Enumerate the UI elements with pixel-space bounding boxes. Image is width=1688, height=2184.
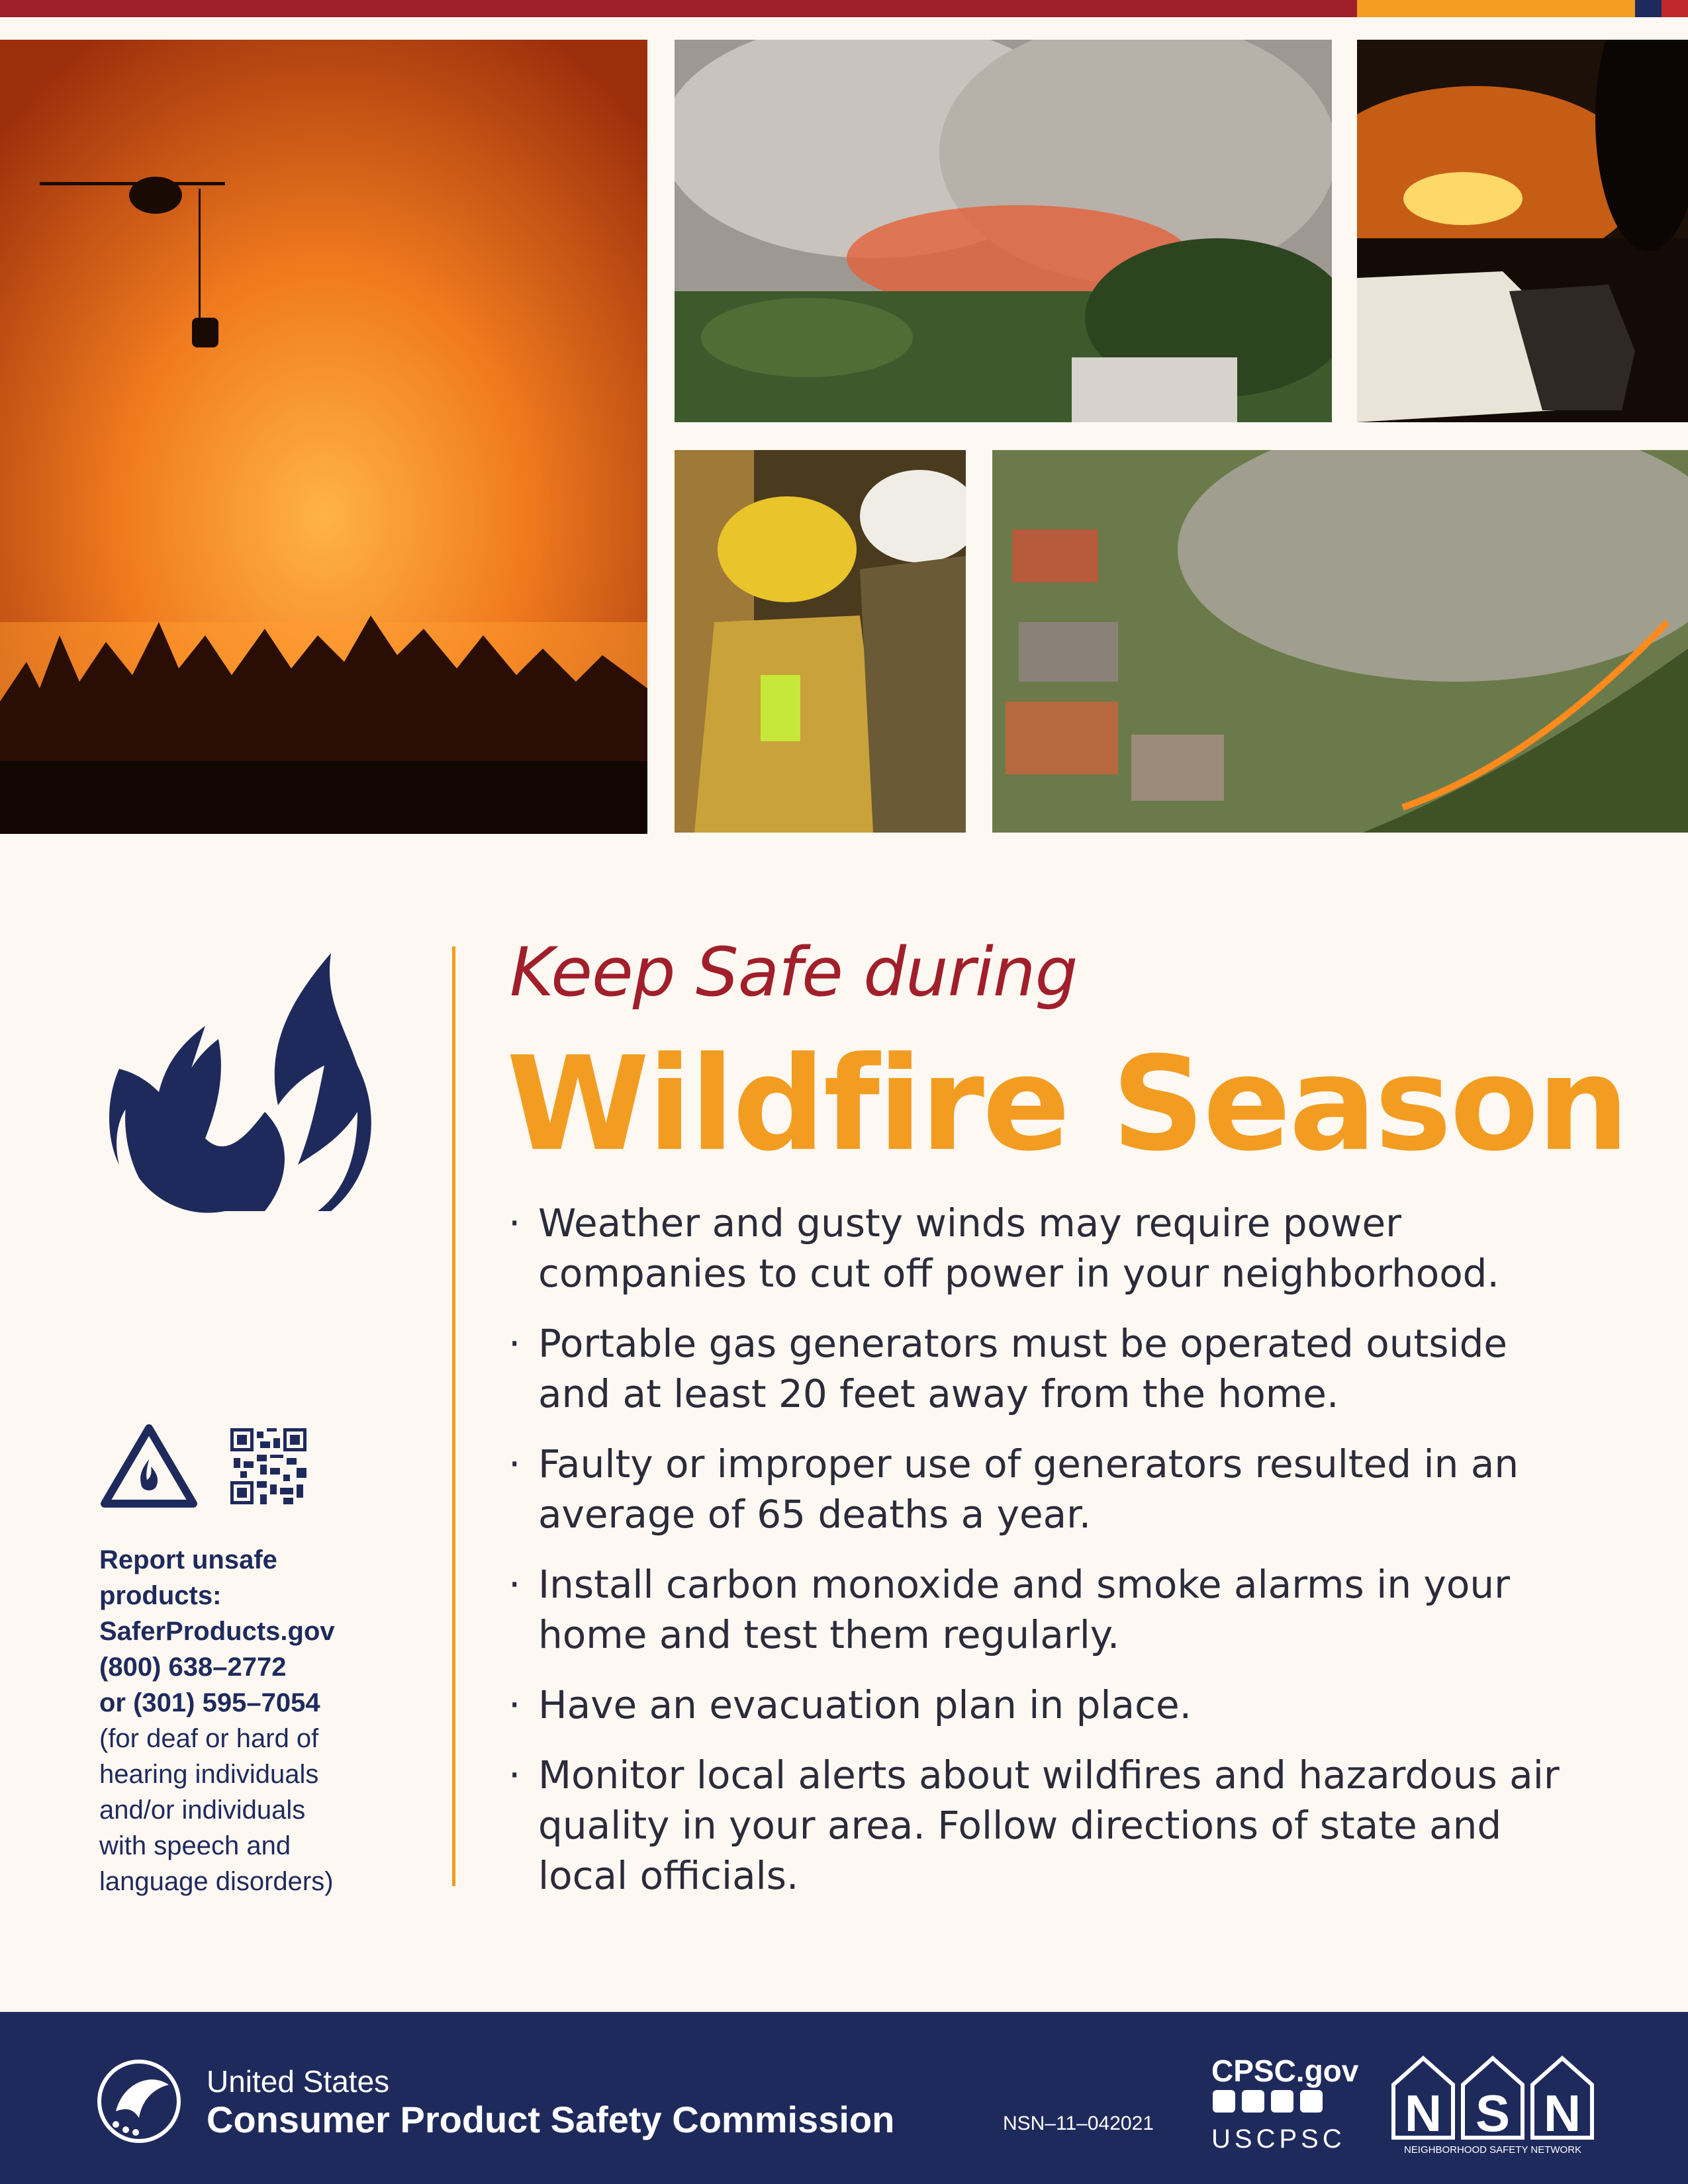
bullet-marker: ·	[508, 1682, 521, 1727]
report-heading-line1: Report unsafe	[99, 1545, 277, 1574]
qr-code-icon[interactable]	[230, 1428, 306, 1504]
youtube-icon[interactable]	[1300, 2090, 1323, 2113]
top-bar-red-segment	[1662, 0, 1688, 17]
top-color-bar	[0, 0, 1688, 17]
list-item	[508, 1439, 1581, 1539]
fire-hazard-warning-icon	[99, 1423, 199, 1509]
facebook-icon[interactable]	[1213, 2090, 1235, 2113]
report-sidebar	[99, 1423, 377, 1899]
helicopter-over-forest-fire-photo	[0, 40, 647, 834]
footer-bar	[0, 2012, 1688, 2184]
top-bar-navy-segment	[1635, 0, 1662, 17]
report-info	[99, 1542, 377, 1899]
list-item	[508, 1318, 1581, 1419]
report-note-line5: language disorders)	[99, 1867, 334, 1896]
bullet-marker: ·	[508, 1562, 521, 1607]
tip-text: Weather and gusty winds may require power companies to cut off power in your neighborhood.	[538, 1201, 1499, 1296]
nsn-letter-1: N	[1404, 2084, 1442, 2142]
cars-evacuating-at-night-photo	[1357, 40, 1688, 422]
list-item	[508, 1750, 1581, 1901]
flame-logo-icon	[93, 940, 384, 1218]
report-website-link[interactable]: SaferProducts.gov	[99, 1617, 335, 1646]
tip-text: Monitor local alerts about wildfires and hazardous air quality in your area. Follow directions of state and local officials.	[538, 1752, 1560, 1898]
instagram-icon[interactable]	[1242, 2090, 1264, 2113]
report-phone-2[interactable]: or (301) 595–7054	[99, 1688, 320, 1717]
tip-text: Have an evacuation plan in place.	[538, 1682, 1192, 1727]
bullet-marker: ·	[508, 1201, 521, 1246]
vertical-divider	[452, 946, 455, 1886]
agency-name-line1: United States	[207, 2064, 390, 2099]
nsn-letter-3: N	[1543, 2084, 1581, 2142]
nsn-caption: NEIGHBORHOOD SAFETY NETWORK	[1403, 2144, 1582, 2156]
document-code: NSN–11–042021	[1003, 2113, 1154, 2134]
report-note-line4: with speech and	[99, 1831, 291, 1860]
firefighters-photo	[675, 450, 966, 833]
list-item	[508, 1680, 1581, 1730]
bullet-marker: ·	[508, 1441, 521, 1486]
social-handle: USCPSC	[1211, 2124, 1346, 2154]
cpsc-seal-icon	[96, 2058, 182, 2144]
list-item	[508, 1198, 1581, 1298]
report-note-line3: and/or individuals	[99, 1796, 306, 1825]
headline-kicker: Keep Safe during	[510, 933, 1078, 1012]
top-bar-gold-segment	[1357, 0, 1635, 17]
bullet-marker: ·	[508, 1752, 521, 1797]
cpsc-website-link[interactable]: CPSC.gov	[1211, 2054, 1359, 2088]
report-phone-1[interactable]: (800) 638–2772	[99, 1653, 287, 1682]
bullet-marker: ·	[508, 1321, 521, 1366]
list-item	[508, 1559, 1581, 1660]
social-icons	[1213, 2090, 1323, 2113]
report-note-line2: hearing individuals	[99, 1760, 319, 1789]
tip-text: Faulty or improper use of generators resulted in an average of 65 deaths a year.	[538, 1441, 1519, 1537]
nsn-logo	[1387, 2048, 1599, 2161]
tip-text: Install carbon monoxide and smoke alarms in your home and test them regularly.	[538, 1562, 1510, 1657]
safety-tips-list	[508, 1198, 1581, 1921]
report-heading-line2: products:	[99, 1581, 222, 1610]
aerial-fire-near-homes-photo	[992, 450, 1688, 833]
headline-title: Wildfire Season	[506, 1029, 1628, 1180]
nsn-letter-2: S	[1475, 2084, 1511, 2142]
twitter-icon[interactable]	[1271, 2090, 1293, 2113]
agency-name-line2: Consumer Product Safety Commission	[207, 2099, 895, 2140]
report-note-line1: (for deaf or hard of	[99, 1724, 319, 1753]
smoke-over-neighborhood-photo	[675, 40, 1332, 422]
tip-text: Portable gas generators must be operated outside and at least 20 feet away from the home.	[538, 1321, 1508, 1416]
